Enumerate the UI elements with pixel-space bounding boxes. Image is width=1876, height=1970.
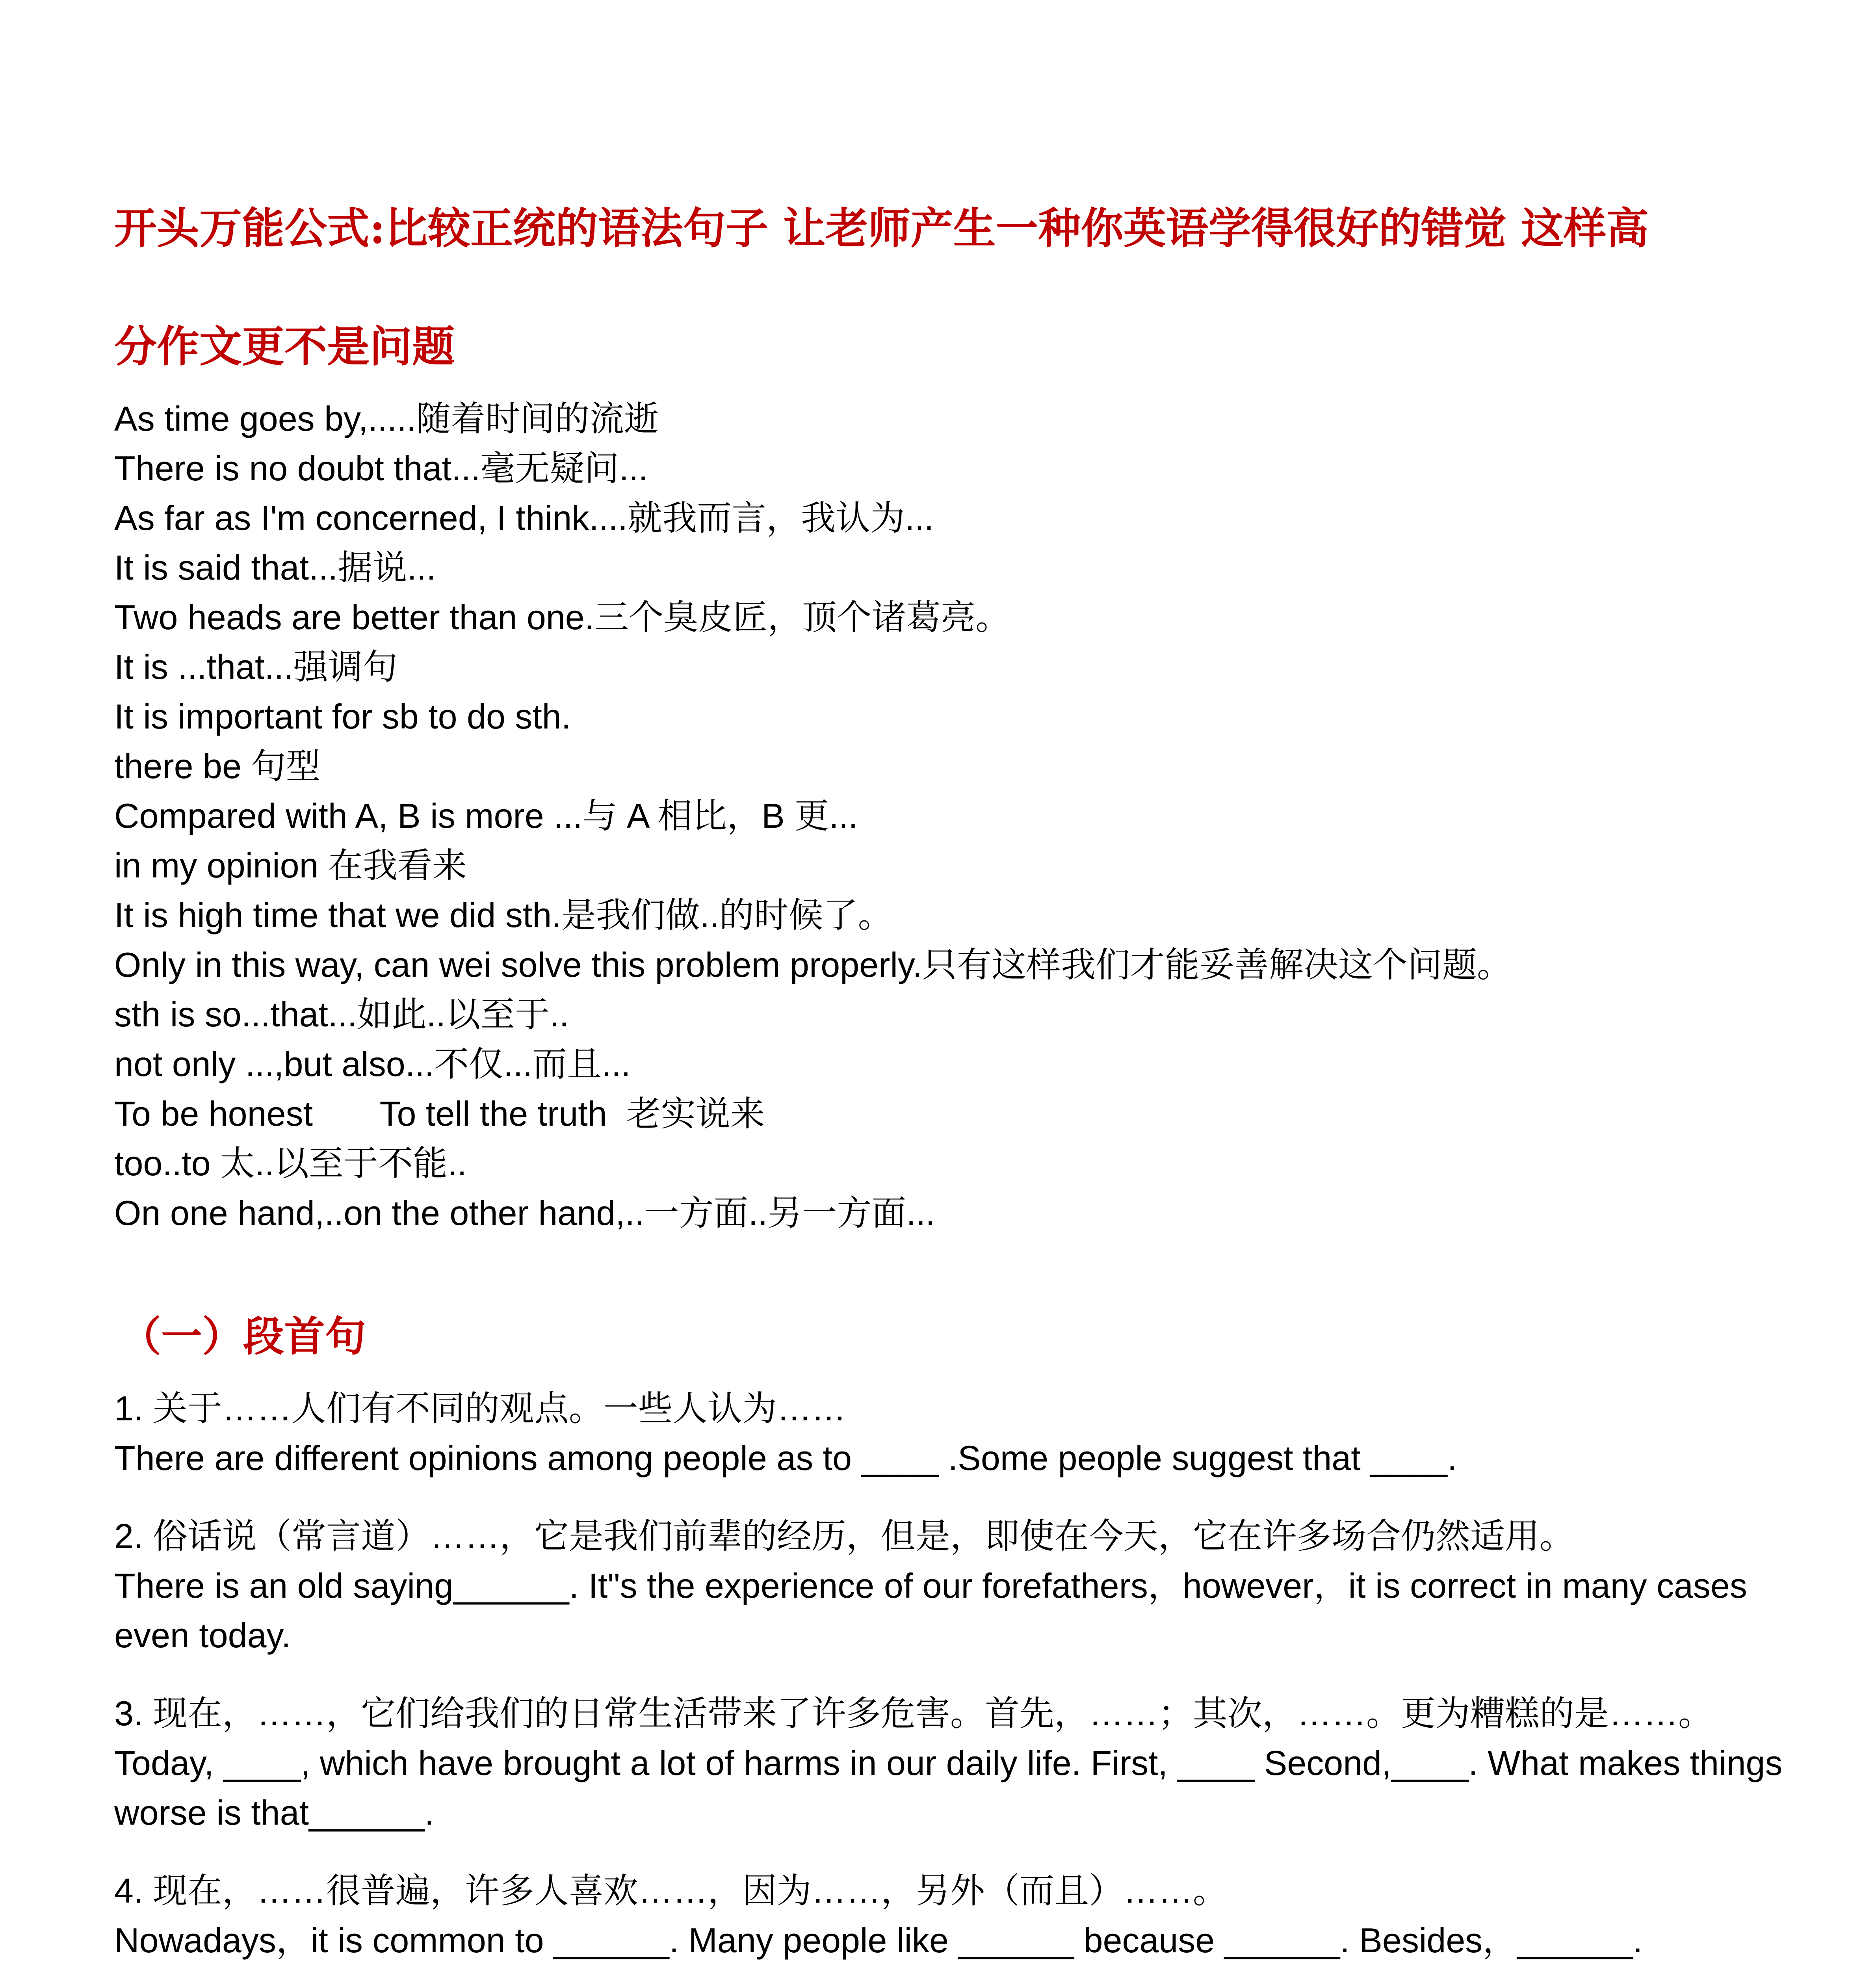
sentence-english: Today, ____, which have brought a lot of harms in our daily life. First, ____ Second,____. What makes things worse is that______. (114, 1743, 1783, 1832)
phrase-item: As far as I'm concerned, I think....就我而言，我认为... (114, 498, 934, 537)
sentence-chinese: 1. 关于……人们有不同的观点。一些人认为…… (114, 1389, 846, 1428)
phrase-item: there be 句型 (114, 747, 321, 786)
sentence-item-1 (114, 1384, 1808, 1483)
phrase-item: As time goes by,.....随着时间的流逝 (114, 399, 659, 438)
sentence-chinese: 3. 现在，……，它们给我们的日常生活带来了许多危害。首先，……；其次，……。更为糟糕的是……。 (114, 1694, 1713, 1733)
phrase-item: sth is so...that...如此..以至于.. (114, 995, 569, 1034)
phrase-item: It is important for sb to do sth. (114, 697, 571, 736)
phrase-item: Compared with A, B is more ...与 A 相比，B 更... (114, 796, 858, 835)
title-line-1: 开头万能公式:比较正统的语法句子 让老师产生一种你英语学得很好的错觉 这样高 (114, 204, 1649, 253)
section-heading: （一）段首句 (120, 1312, 366, 1360)
sentence-item-3 (114, 1689, 1808, 1838)
sentence-chinese: 4. 现在，……很普遍，许多人喜欢……，因为……，另外（而且）……。 (114, 1871, 1228, 1910)
phrase-item: Only in this way, can wei solve this problem properly.只有这样我们才能妥善解决这个问题。 (114, 945, 1512, 984)
phrase-item: in my opinion 在我看来 (114, 846, 467, 885)
phrase-item: not only ...,but also...不仅...而且... (114, 1044, 631, 1084)
phrase-item: too..to 太..以至于不能.. (114, 1144, 467, 1183)
document-title (114, 169, 1808, 406)
sentence-item-4 (114, 1866, 1808, 1965)
page-content (114, 169, 1808, 1970)
sentence-item-2 (114, 1511, 1808, 1660)
sentence-english: Nowadays，it is common to ______. Many people like ______ because ______. Besides，______. (114, 1921, 1643, 1960)
phrase-item: To be honest To tell the truth 老实说来 (114, 1094, 765, 1133)
sentence-english: There are different opinions among people as to ____ .Some people suggest that ____. (114, 1438, 1457, 1478)
title-line-2: 分作文更不是问题 (114, 322, 455, 372)
sentence-chinese: 2. 俗话说（常言道）……，它是我们前辈的经历，但是，即使在今天，它在许多场合仍然适用。 (114, 1517, 1574, 1556)
phrase-list (114, 394, 1808, 1238)
phrase-item: There is no doubt that...毫无疑问... (114, 449, 648, 488)
sentence-english: There is an old saying______. It"s the experience of our forefathers，however，it is correct in many cases even today. (114, 1566, 1747, 1655)
phrase-item: It is ...that...强调句 (114, 647, 397, 686)
phrase-item: On one hand,..on the other hand,..一方面..另一方面... (114, 1193, 935, 1232)
phrase-item: Two heads are better than one.三个臭皮匠，顶个诸葛亮。 (114, 598, 1010, 637)
phrase-item: It is said that...据说... (114, 548, 436, 587)
phrase-item: It is high time that we did sth.是我们做..的时候了。 (114, 896, 893, 935)
